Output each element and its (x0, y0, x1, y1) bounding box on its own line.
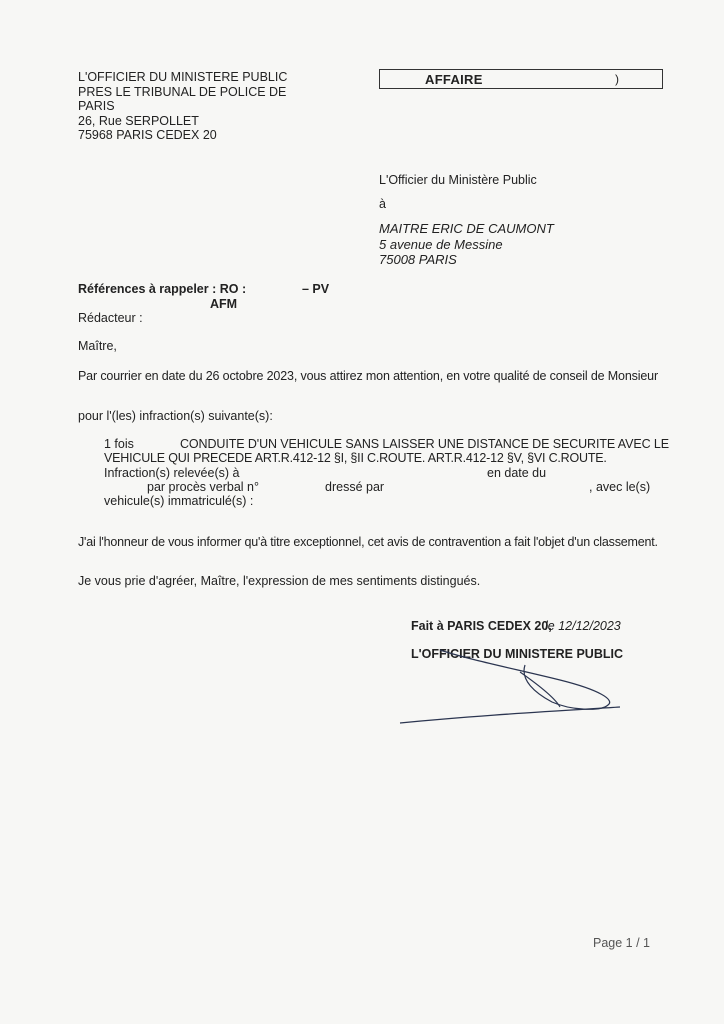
sender-line: PRES LE TRIBUNAL DE POLICE DE (78, 84, 287, 99)
sender-line: PARIS (78, 99, 115, 113)
recipient-name: MAITRE ERIC DE CAUMONT (379, 221, 554, 236)
signature-date: le 12/12/2023 (545, 619, 621, 633)
recipient-street: 5 avenue de Messine (379, 236, 503, 252)
infraction-line-1: CONDUITE D'UN VEHICULE SANS LAISSER UNE DISTANCE DE SECURITE AVEC LE (180, 437, 669, 451)
infraction-en-date: en date du (487, 466, 547, 480)
infraction-vehicule: vehicule(s) immatriculé(s) : (104, 494, 254, 508)
affaire-paren: ) (615, 72, 619, 86)
salutation: Maître, (78, 339, 117, 353)
paragraph-courrier: Par courrier en date du 26 octobre 2023, vous attirez mon attention, en votre qualité de conseil de Monsieur (78, 369, 658, 383)
sender-line: 75968 PARIS CEDEX 20 (78, 128, 217, 142)
sender-line: 26, Rue SERPOLLET (78, 113, 199, 128)
infraction-line-2: VEHICULE QUI PRECEDE ART.R.412-12 §I, §II C.ROUTE. ART.R.412-12 §V, §VI C.ROUTE. (104, 451, 607, 465)
paragraph-classement: J'ai l'honneur de vous informer qu'à titre exceptionnel, cet avis de contravention a fait l'objet d'un classement. (78, 535, 658, 549)
sender-line: L'OFFICIER DU MINISTERE PUBLIC (78, 70, 288, 84)
page-number: Page 1 / 1 (593, 936, 650, 950)
references-pv: – PV (302, 282, 330, 296)
redacteur-label: Rédacteur : (78, 311, 143, 325)
recipient-city: 75008 PARIS (379, 252, 457, 267)
signature-place: Fait à PARIS CEDEX 20, (411, 619, 552, 633)
paragraph-infractions: pour l'(les) infraction(s) suivante(s): (78, 409, 273, 423)
infraction-count: 1 fois (104, 437, 134, 451)
recipient-from: L'Officier du Ministère Public (379, 173, 537, 187)
infraction-proces-verbal: par procès verbal n° (147, 480, 259, 494)
infraction-relevee: Infraction(s) relevée(s) à (104, 466, 240, 480)
infraction-dresse-par: dressé par (325, 480, 385, 494)
recipient-a: à (379, 196, 386, 211)
references-afm: AFM (210, 297, 238, 311)
paragraph-salutations: Je vous prie d'agréer, Maître, l'expression de mes sentiments distingués. (78, 574, 481, 588)
affaire-label: AFFAIRE (425, 72, 483, 87)
references-label: Références à rappeler : RO : (78, 282, 247, 296)
signature-title: L'OFFICIER DU MINISTERE PUBLIC (411, 647, 623, 661)
infraction-avec: , avec le(s) (589, 480, 651, 494)
